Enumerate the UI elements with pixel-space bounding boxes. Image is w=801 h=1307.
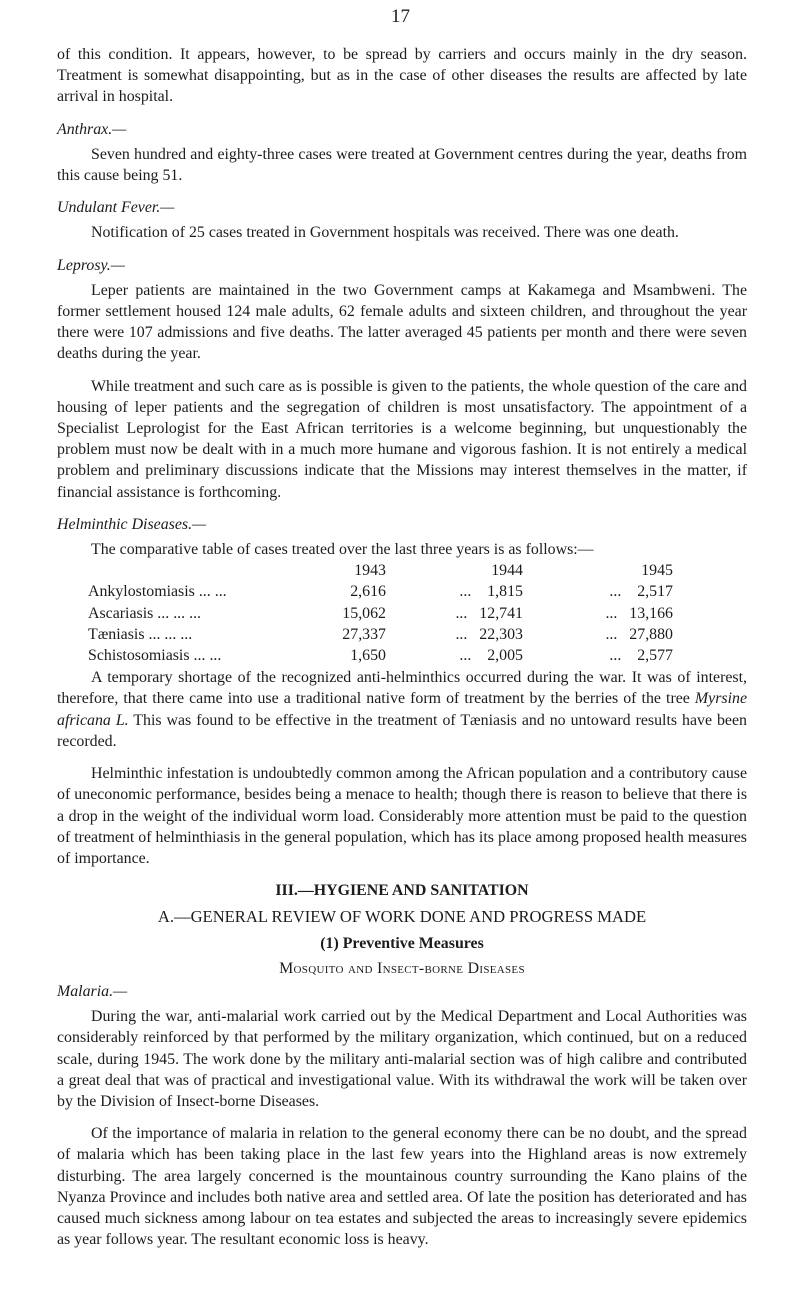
cell-1945: ... 13,166 (605, 604, 673, 622)
page-number: 17 (391, 6, 410, 27)
cell-1944: ... 12,741 (455, 604, 523, 622)
year-header-1945: 1945 (641, 562, 673, 580)
row-name: Ankylostomiasis ... ... (88, 583, 227, 601)
helminthic-paragraph-2: Helminthic infestation is undoubtedly common among the African population and a contributory cause of uneconomic performance, besides being a menace to health; though there is reason to believe that there is a drop in the weight of the individual worm load. Considerably more attention must be paid to the question of treatment of helminthiasis in the general population, which has its place among proposed health measures of importance. (57, 765, 747, 867)
undulant-fever-heading: Undulant Fever.— (57, 199, 175, 217)
helminthic-paragraph-1: A temporary shortage of the recognized anti-helminthics occurred during the war. It was of interest, therefore, that there came into use a traditional native form of treatment by the berries of the tree Myrsine africana L. This was found to be effective in the treatment of Tæniasis and no untoward results have been recorded. (57, 669, 747, 750)
malaria-heading: Malaria.— (57, 982, 128, 1000)
cell-1944: ... 22,303 (455, 625, 523, 643)
anthrax-paragraph: Seven hundred and eighty-three cases were treated at Government centres during the year, deaths from this cause being 51. (57, 145, 747, 185)
table-row (57, 645, 673, 666)
cell-1944: ... 1,815 (459, 583, 523, 601)
cell-1943: 15,062 (342, 604, 386, 622)
malaria-paragraph-2: Of the importance of malaria in relation to the general economy there can be no doubt, and the spread of malaria which has been taking place in the last few years into the Highland areas is now extremely disturbing. The area largely concerned is the mountainous country surrounding the Kano plains of the Nyanza Province and includes both native area and settled area. Of late the position has deteriorated and has caused much sickness among labour on tea estates and subjected the areas to increasingly severe epidemics as year follows year. The resultant economic loss is heavy. (57, 1125, 747, 1249)
leprosy-paragraph-1: Leper patients are maintained in the two Government camps at Kakamega and Msambweni. The former settlement housed 124 male adults, 62 female adults and sixteen children, and throughout the year there were 107 admissions and five deaths. The latter averaged 45 patients per month and there were seven deaths during the year. (57, 281, 747, 363)
helminthic-cases-table (57, 560, 673, 666)
table-row (57, 603, 673, 624)
cell-1945: ... 2,577 (609, 647, 673, 665)
anthrax-heading: Anthrax.— (57, 120, 127, 138)
year-header-1944: 1944 (491, 562, 523, 580)
species-name: Myrsine africana L. (57, 690, 747, 729)
helminthic-heading: Helminthic Diseases.— (57, 515, 207, 533)
row-name: Ascariasis ... ... ... (88, 604, 202, 622)
subsection-heading: A.—GENERAL REVIEW OF WORK DONE AND PROGRESS MADE (157, 907, 647, 927)
section-heading: III.—HYGIENE AND SANITATION (275, 882, 529, 900)
cell-1943: 27,337 (342, 625, 386, 643)
leprosy-heading: Leprosy.— (57, 256, 125, 274)
table-row (57, 624, 673, 645)
cell-1944: ... 2,005 (459, 647, 523, 665)
leprosy-paragraph-2: While treatment and such care as is possible is given to the patients, the whole question of the care and housing of leper patients and the segregation of children is most unsatisfactory. The appointment of a Specialist Leprologist for the East African territories is a welcome beginning, but unquestionably the problem must now be dealt with in a much more humane and vigorous fashion. It is not entirely a medical problem and preliminary discussions indicate that the Missions may interest themselves in the matter, if financial assistance is forthcoming. (57, 377, 747, 501)
intro-paragraph: of this condition. It appears, however, to be spread by carriers and occurs mainly in the dry season. Treatment is somewhat disappointing, but as in the case of other diseases the results are affected by late arrival in hospital. (57, 46, 747, 106)
preventive-heading: (1) Preventive Measures (320, 934, 484, 952)
table-header-row (57, 560, 673, 581)
cell-1943: 2,616 (350, 583, 386, 601)
cell-1945: ... 2,517 (609, 583, 673, 601)
cell-1943: 1,650 (350, 647, 386, 665)
mosquito-heading: Mosquito and Insect-borne Diseases (279, 959, 525, 977)
table-intro: The comparative table of cases treated over the last three years is as follows:— (91, 541, 594, 559)
undulant-fever-paragraph: Notification of 25 cases treated in Government hospitals was received. There was one death. (91, 224, 679, 242)
text-column (57, 44, 747, 1250)
row-name: Schistosomiasis ... ... (88, 647, 222, 665)
year-header-1943: 1943 (354, 562, 386, 580)
malaria-paragraph-1: During the war, anti-malarial work carried out by the Medical Department and Local Authorities was considerably reinforced by that performed by the military organization, which continued, but on a reduced scale, during 1945. The work done by the military anti-malarial section was of high calibre and contributed a great deal that was of practical and investigational value. With its withdrawal the work will be taken over by the Division of Insect-borne Diseases. (57, 1008, 747, 1110)
cell-1945: ... 27,880 (605, 625, 673, 643)
row-name: Tæniasis ... ... ... (88, 625, 193, 643)
table-row (57, 581, 673, 602)
